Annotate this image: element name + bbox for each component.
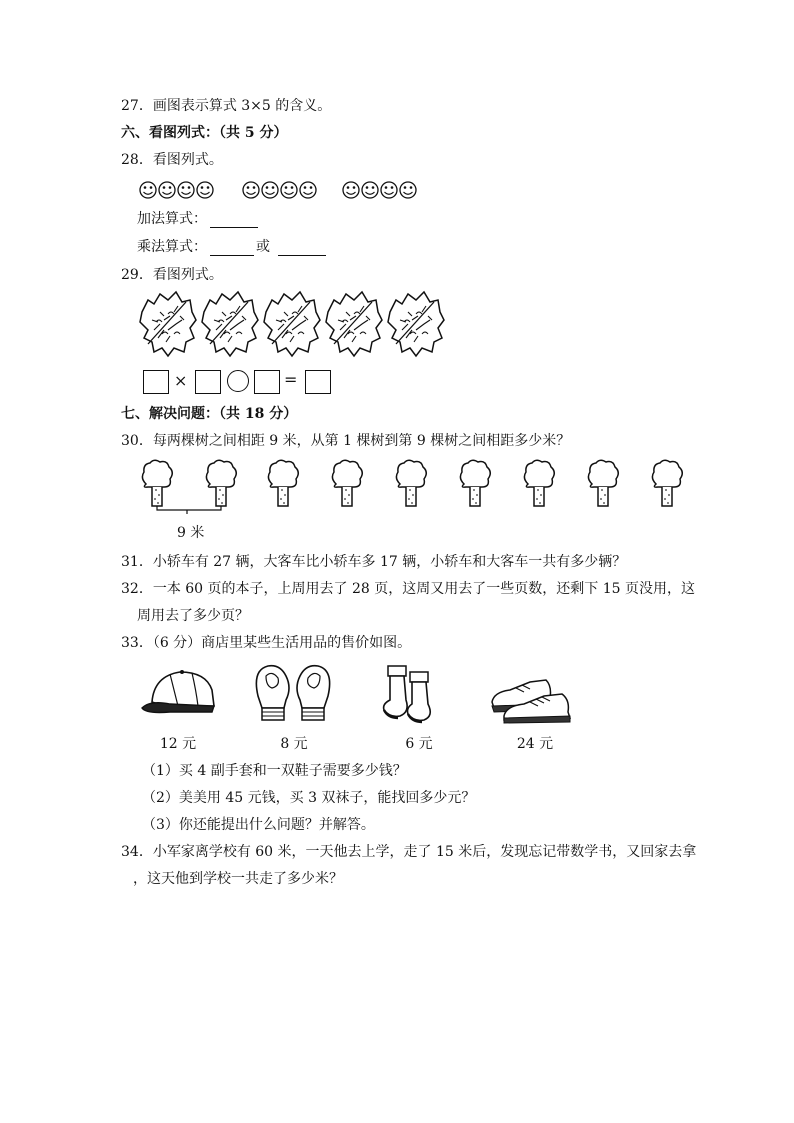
smiley-icon	[243, 182, 259, 198]
socks-price: 6 元	[405, 736, 433, 752]
multiplication-label: 乘法算式：	[137, 239, 207, 255]
leaves-figure	[136, 290, 446, 362]
tree-icon	[268, 460, 298, 506]
tree-icon	[206, 460, 236, 506]
leaf-icon	[264, 292, 320, 356]
leaf-icon	[326, 292, 382, 356]
answer-box-3[interactable]	[254, 370, 280, 394]
tree-icon	[332, 460, 362, 506]
shoes-picture	[490, 676, 574, 724]
answer-box-1[interactable]	[143, 370, 169, 394]
multiplication-answer-blank-1[interactable]	[210, 254, 254, 256]
leaf-icon	[140, 292, 196, 356]
question-33: 33．（6 分）商店里某些生活用品的售价如图。	[121, 635, 412, 651]
gloves-picture	[250, 662, 336, 726]
smiley-icon	[400, 182, 416, 198]
question-27: 27．画图表示算式 3×5 的含义。	[121, 98, 332, 114]
question-29: 29．看图列式。	[121, 267, 223, 283]
answer-box-2[interactable]	[195, 370, 221, 394]
section-6-heading: 六、看图列式：（共 5 分）	[121, 125, 288, 141]
leaf-icon	[388, 292, 444, 356]
question-32-line-2: 周用去了多少页？	[137, 608, 249, 624]
smiley-icon	[281, 182, 297, 198]
socks-picture	[380, 660, 444, 728]
smiley-icon	[178, 182, 194, 198]
question-30: 30．每两棵树之间相距 9 米，从第 1 棵树到第 9 棵树之间相距多少米？	[121, 433, 571, 449]
distance-bracket	[157, 506, 221, 514]
gloves-price: 8 元	[280, 736, 308, 752]
smiley-icon	[300, 182, 316, 198]
smiley-icon	[197, 182, 213, 198]
smiley-icon	[140, 182, 156, 198]
cap-picture	[140, 664, 220, 724]
operator-circle[interactable]	[227, 370, 249, 392]
cap-price: 12 元	[159, 736, 197, 752]
smiley-icon	[262, 182, 278, 198]
question-33-part-2: （2）美美用 45 元钱，买 3 双袜子，能找回多少元？	[142, 790, 476, 806]
multiplication-answer-blank-2[interactable]	[278, 254, 326, 256]
section-7-heading: 七、解决问题：（共 18 分）	[121, 406, 298, 422]
tree-icon	[588, 460, 618, 506]
tree-distance-label: 9 米	[177, 525, 205, 541]
trees-figure	[138, 458, 683, 518]
smiley-icon	[381, 182, 397, 198]
answer-box-4[interactable]	[305, 370, 331, 394]
smiley-faces-figure	[138, 179, 428, 201]
question-32-line-1: 32．一本 60 页的本子，上周用去了 28 页，这周又用去了一些页数，还剩下 15 页没用，这	[121, 581, 695, 597]
smiley-icon	[362, 182, 378, 198]
question-28: 28．看图列式。	[121, 152, 223, 168]
addition-label: 加法算式：	[137, 211, 207, 227]
tree-icon	[142, 460, 172, 506]
or-label: 或	[256, 239, 270, 255]
leaf-icon	[202, 292, 258, 356]
question-33-part-3: （3）你还能提出什么问题？并解答。	[142, 817, 375, 833]
question-34-line-1: 34．小军家离学校有 60 米，一天他去上学，走了 15 米后，发现忘记带数学书，又回家去拿	[121, 844, 697, 860]
tree-icon	[652, 460, 682, 506]
smiley-icon	[343, 182, 359, 198]
tree-icon	[396, 460, 426, 506]
addition-answer-blank[interactable]	[210, 226, 258, 228]
question-31: 31．小轿车有 27 辆，大客车比小轿车多 17 辆，小轿车和大客车一共有多少辆？	[121, 554, 627, 570]
tree-icon	[524, 460, 554, 506]
question-33-part-1: （1）买 4 副手套和一双鞋子需要多少钱？	[142, 763, 407, 779]
shoes-price: 24 元	[516, 736, 554, 752]
tree-icon	[460, 460, 490, 506]
question-34-line-2: ，这天他到学校一共走了多少米？	[133, 871, 343, 887]
times-sign: ×	[174, 371, 188, 390]
equals-sign: =	[284, 370, 298, 389]
smiley-icon	[159, 182, 175, 198]
